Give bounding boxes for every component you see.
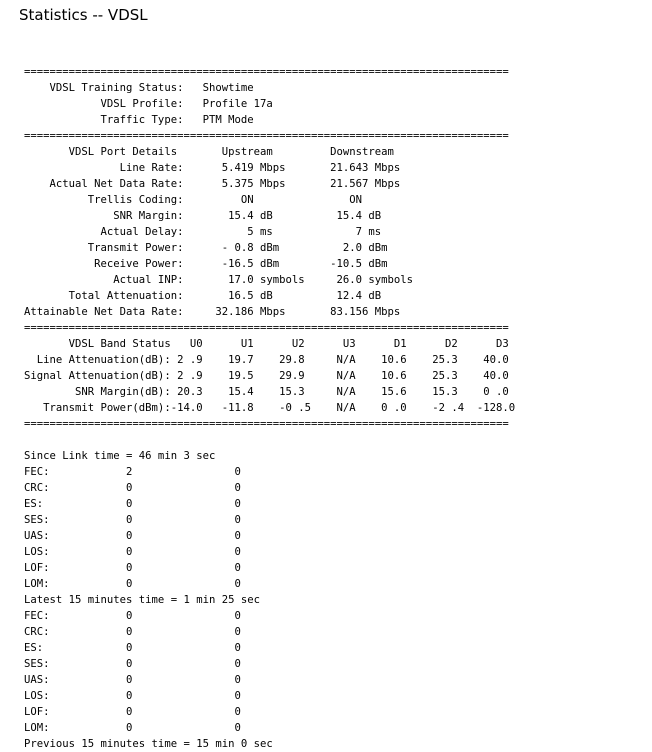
since-link-header: Since Link time = 46 min 3 sec [24,450,216,462]
blank-line [24,432,515,448]
counter-row-es: ES: 0 0 [24,498,241,510]
training-status-line: VDSL Training Status: Showtime [24,82,254,94]
counter-row-fec: FEC: 2 0 [24,466,241,478]
counter-row-uas: UAS: 0 0 [24,530,241,542]
profile-line: VDSL Profile: Profile 17a [24,98,273,110]
counter-row-crc: CRC: 0 0 [24,482,241,494]
receive-power-row: Receive Power: -16.5 dBm -10.5 dBm [24,258,388,270]
counter-row-es: ES: 0 0 [24,642,241,654]
previous-15min-header: Previous 15 minutes time = 15 min 0 sec [24,738,273,750]
line-attenuation-row: Line Attenuation(dB): 2 .9 19.7 29.8 N/A 10.6 25.3 40.0 [24,354,509,366]
signal-attenuation-row: Signal Attenuation(dB): 2 .9 19.5 29.9 N/A 10.6 25.3 40.0 [24,370,509,382]
band-transmit-power-row: Transmit Power(dBm):-14.0 -11.8 -0 .5 N/A 0 .0 -2 .4 -128.0 [24,402,516,414]
counter-row-ses: SES: 0 0 [24,658,241,670]
counter-row-lof: LOF: 0 0 [24,562,241,574]
port-details-header: VDSL Port Details Upstream Downstream [24,146,394,158]
vdsl-statistics-output [24,64,515,752]
band-status-header: VDSL Band Status U0 U1 U2 U3 D1 D2 D3 [24,338,509,350]
separator-line: ============================================================================ [24,418,509,430]
latest-15min-header: Latest 15 minutes time = 1 min 25 sec [24,594,260,606]
counter-row-uas: UAS: 0 0 [24,674,241,686]
counter-row-los: LOS: 0 0 [24,690,241,702]
counter-row-crc: CRC: 0 0 [24,626,241,638]
counter-row-lof: LOF: 0 0 [24,706,241,718]
net-data-rate-row: Actual Net Data Rate: 5.375 Mbps 21.567 Mbps [24,178,401,190]
counter-row-fec: FEC: 0 0 [24,610,241,622]
line-rate-row: Line Rate: 5.419 Mbps 21.643 Mbps [24,162,401,174]
actual-inp-row: Actual INP: 17.0 symbols 26.0 symbols [24,274,414,286]
counter-row-lom: LOM: 0 0 [24,578,241,590]
transmit-power-row: Transmit Power: - 0.8 dBm 2.0 dBm [24,242,388,254]
band-snr-margin-row: SNR Margin(dB): 20.3 15.4 15.3 N/A 15.6 15.3 0 .0 [24,386,509,398]
separator-line: ============================================================================ [24,66,509,78]
traffic-type-line: Traffic Type: PTM Mode [24,114,254,126]
separator-line: ============================================================================ [24,130,509,142]
trellis-coding-row: Trellis Coding: ON ON [24,194,363,206]
counter-row-ses: SES: 0 0 [24,514,241,526]
actual-delay-row: Actual Delay: 5 ms 7 ms [24,226,382,238]
separator-line: ============================================================================ [24,322,509,334]
counter-row-los: LOS: 0 0 [24,546,241,558]
attainable-rate-row: Attainable Net Data Rate: 32.186 Mbps 83.156 Mbps [24,306,401,318]
total-attenuation-row: Total Attenuation: 16.5 dB 12.4 dB [24,290,382,302]
page-title: Statistics -- VDSL [19,6,148,24]
snr-margin-row: SNR Margin: 15.4 dB 15.4 dB [24,210,382,222]
counter-row-lom: LOM: 0 0 [24,722,241,734]
